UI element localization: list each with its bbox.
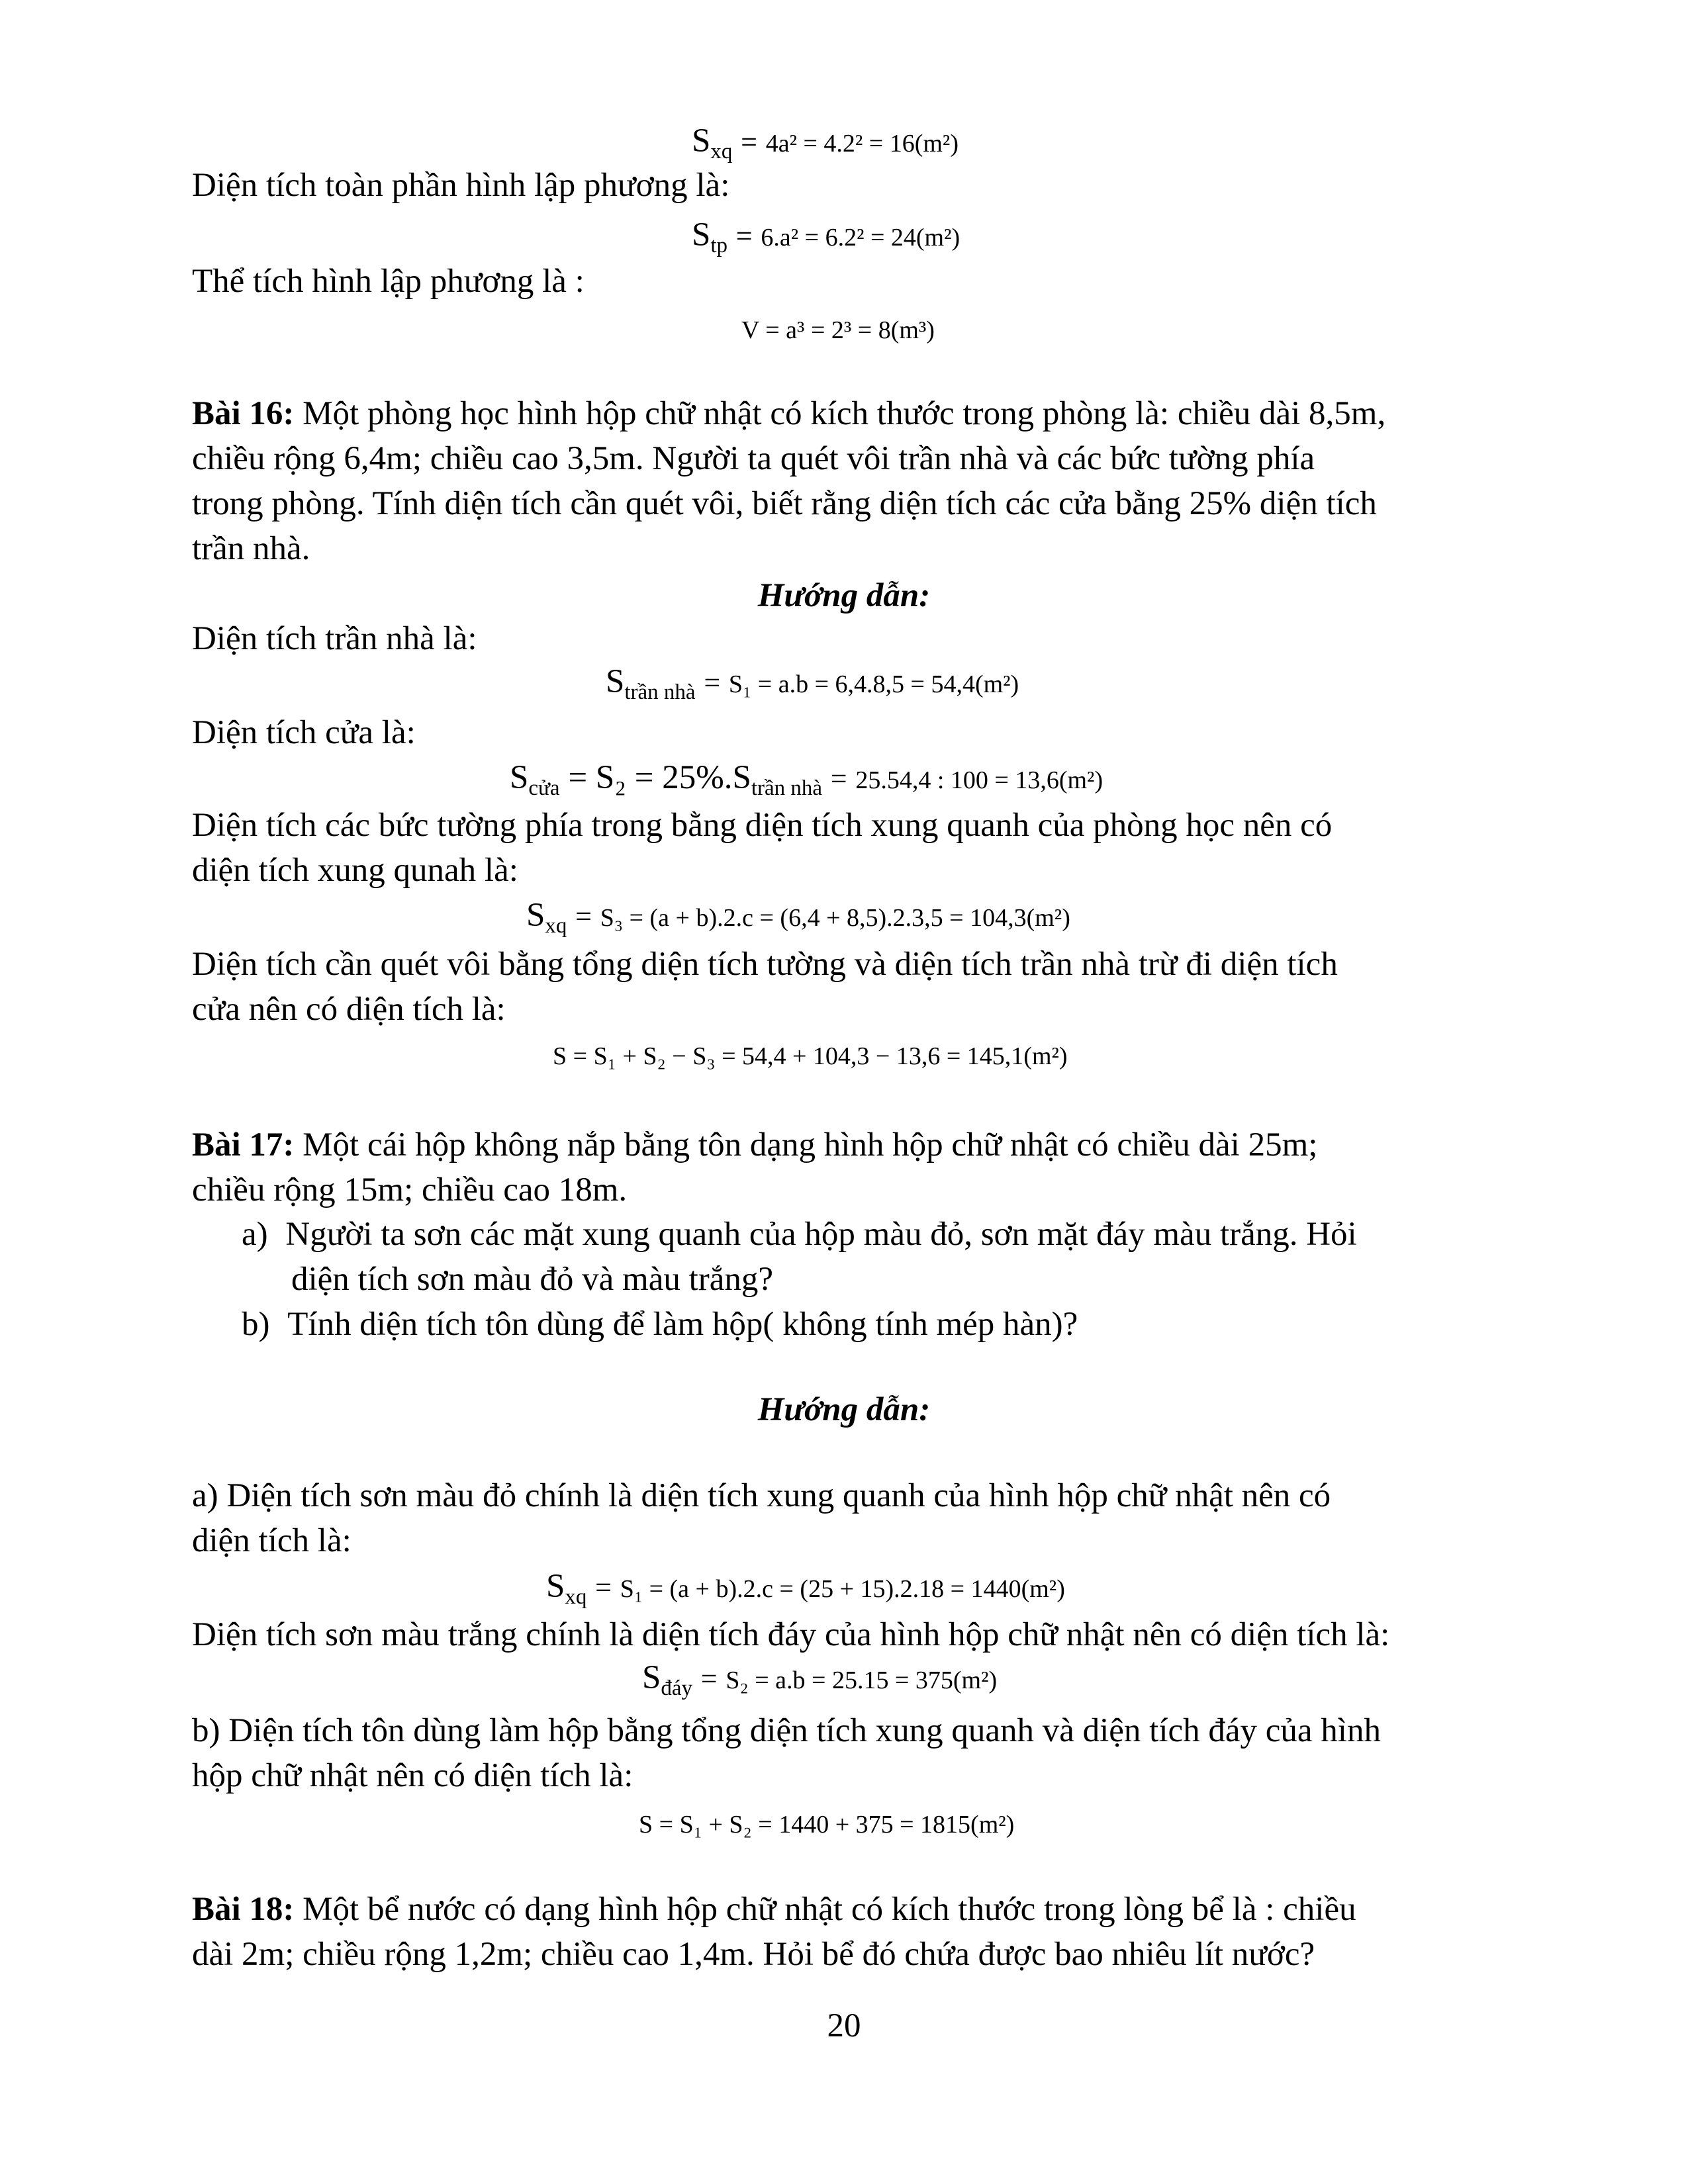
list-item-text: Người ta sơn các mặt xung quanh của hộp màu đỏ, sơn mặt đáy màu trắng. Hỏi: [285, 1216, 1357, 1253]
formula-middle: = S₂ = 25%.S: [568, 759, 751, 796]
formula-expression: V = a³ = 2³ = 8(m³): [741, 316, 935, 344]
text-line: Diện tích trần nhà là:: [192, 620, 477, 657]
problem-18-line: dài 2m; chiều rộng 1,2m; chiều cao 1,4m. Hỏi bể đó chứa được bao nhiêu lít nước?: [192, 1936, 1315, 1973]
formula-label-sub: xq: [710, 140, 733, 163]
formula-wall-area: Sxq = S₃ = (a + b).2.c = (6,4 + 8,5).2.3,5 = 104,3(m²): [526, 897, 1070, 938]
formula-red-area: Sxq = S₁ = (a + b).2.c = (25 + 15).2.18 = 1440(m²): [546, 1568, 1065, 1609]
problem-16-line: trong phòng. Tính diện tích cần quét vôi, biết rằng diện tích các cửa bằng 25% diện tích: [192, 485, 1377, 522]
formula-label-sub: trần nhà: [624, 680, 696, 704]
problem-16-line: chiều rộng 6,4m; chiều cao 3,5m. Người ta quét vôi trần nhà và các bức tường phía: [192, 440, 1315, 477]
formula-sheet-area: [639, 1805, 1014, 1839]
text-line: diện tích xung qunah là:: [192, 852, 518, 889]
list-item-a: [242, 1218, 1357, 1251]
text-line: Diện tích cần quét vôi bằng tổng diện tích tường và diện tích trần nhà trừ đi diện tích: [192, 946, 1338, 983]
formula-lateral-area-cube: Sxq = 4a² = 4.2² = 16(m²): [692, 122, 959, 163]
list-item-text: Tính diện tích tôn dùng để làm hộp( không tính mép hàn)?: [287, 1306, 1078, 1343]
problem-17-text: Một cái hộp không nắp bằng tôn dạng hình hộp chữ nhật có chiều dài 25m;: [294, 1126, 1318, 1163]
formula-label: S: [526, 897, 545, 934]
list-item-b: [242, 1308, 1078, 1342]
guide-heading-16: Hướng dẫn:: [757, 577, 931, 614]
text-line: Diện tích sơn màu trắng chính là diện tích đáy của hình hộp chữ nhật nên có diện tích là:: [192, 1616, 1390, 1653]
problem-16-line: trần nhà.: [192, 530, 310, 567]
text-line: Thể tích hình lập phương là :: [192, 263, 585, 300]
formula-white-area: Sđáy = S₂ = a.b = 25.15 = 375(m²): [642, 1659, 998, 1700]
formula-expression: S = S₁ + S₂ = 1440 + 375 = 1815(m²): [639, 1811, 1015, 1839]
problem-17-title: Bài 17:: [192, 1126, 295, 1163]
formula-label-sub: xq: [545, 914, 567, 938]
formula-expression: S = S₁ + S₂ − S₃ = 54,4 + 104,3 − 13,6 = 145,1(m²): [553, 1042, 1068, 1070]
formula-door-area: Scửa = S₂ = 25%.Strần nhà = 25.54,4 : 100 = 13,6(m²): [510, 759, 1103, 800]
guide-heading-17: Hướng dẫn:: [757, 1391, 931, 1428]
list-item-a-continued: diện tích sơn màu đỏ và màu trắng?: [291, 1261, 774, 1298]
formula-label-sub: cửa: [528, 776, 560, 800]
formula-expression: S₁ = a.b = 6,4.8,5 = 54,4(m²): [728, 670, 1019, 698]
list-marker: a): [242, 1216, 268, 1253]
text-line: b) Diện tích tôn dùng làm hộp bằng tổng diện tích xung quanh và diện tích đáy của hình: [192, 1712, 1381, 1749]
formula-ceiling-area: Strần nhà = S₁ = a.b = 6,4.8,5 = 54,4(m²): [606, 663, 1019, 704]
text-line: cửa nên có diện tích là:: [192, 991, 506, 1028]
problem-16-text: Một phòng học hình hộp chữ nhật có kích thước trong phòng là: chiều dài 8,5m,: [294, 395, 1386, 432]
problem-17-line: [192, 1128, 1317, 1162]
text-line: Diện tích các bức tường phía trong bằng diện tích xung quanh của phòng học nên có: [192, 807, 1333, 844]
formula-expression: 6.a² = 6.2² = 24(m²): [761, 224, 961, 251]
text-line: hộp chữ nhật nên có diện tích là:: [192, 1757, 633, 1794]
formula-label: S: [546, 1568, 565, 1605]
text-line: a) Diện tích sơn màu đỏ chính là diện tích xung quanh của hình hộp chữ nhật nên có: [192, 1477, 1331, 1514]
formula-volume-cube: [741, 311, 935, 345]
text-line: Diện tích toàn phần hình lập phương là:: [192, 167, 730, 204]
formula-expression: S₃ = (a + b).2.c = (6,4 + 8,5).2.3,5 = 104,3(m²): [600, 904, 1070, 932]
problem-18-line: [192, 1893, 1356, 1927]
formula-label-sub: tp: [710, 234, 728, 257]
formula-label: S: [510, 759, 529, 796]
formula-label: S: [606, 663, 625, 700]
list-marker: b): [242, 1306, 270, 1343]
formula-paint-area: [553, 1037, 1068, 1071]
formula-label-sub: trần nhà: [751, 776, 823, 800]
formula-label-sub: xq: [565, 1585, 587, 1609]
text-line: Diện tích cửa là:: [192, 714, 416, 751]
formula-label: S: [692, 122, 711, 159]
formula-total-area-cube: Stp = 6.a² = 6.2² = 24(m²): [692, 216, 961, 257]
formula-label-sub: đáy: [661, 1676, 693, 1700]
formula-expression: S₁ = (a + b).2.c = (25 + 15).2.18 = 1440(m²): [620, 1575, 1065, 1603]
problem-16-title: Bài 16:: [192, 395, 295, 432]
problem-18-title: Bài 18:: [192, 1891, 295, 1928]
problem-16-line: [192, 397, 1385, 431]
problem-17-line: chiều rộng 15m; chiều cao 18m.: [192, 1171, 628, 1208]
problem-18-text: Một bể nước có dạng hình hộp chữ nhật có kích thước trong lòng bể là : chiều: [294, 1891, 1356, 1928]
formula-label: S: [692, 216, 711, 253]
formula-expression: S₂ = a.b = 25.15 = 375(m²): [726, 1666, 998, 1694]
formula-expression: 4a² = 4.2² = 16(m²): [765, 130, 959, 158]
text-line: diện tích là:: [192, 1522, 352, 1559]
formula-expression: 25.54,4 : 100 = 13,6(m²): [855, 766, 1103, 794]
page-number: 20: [827, 2007, 861, 2044]
formula-label: S: [642, 1659, 661, 1696]
